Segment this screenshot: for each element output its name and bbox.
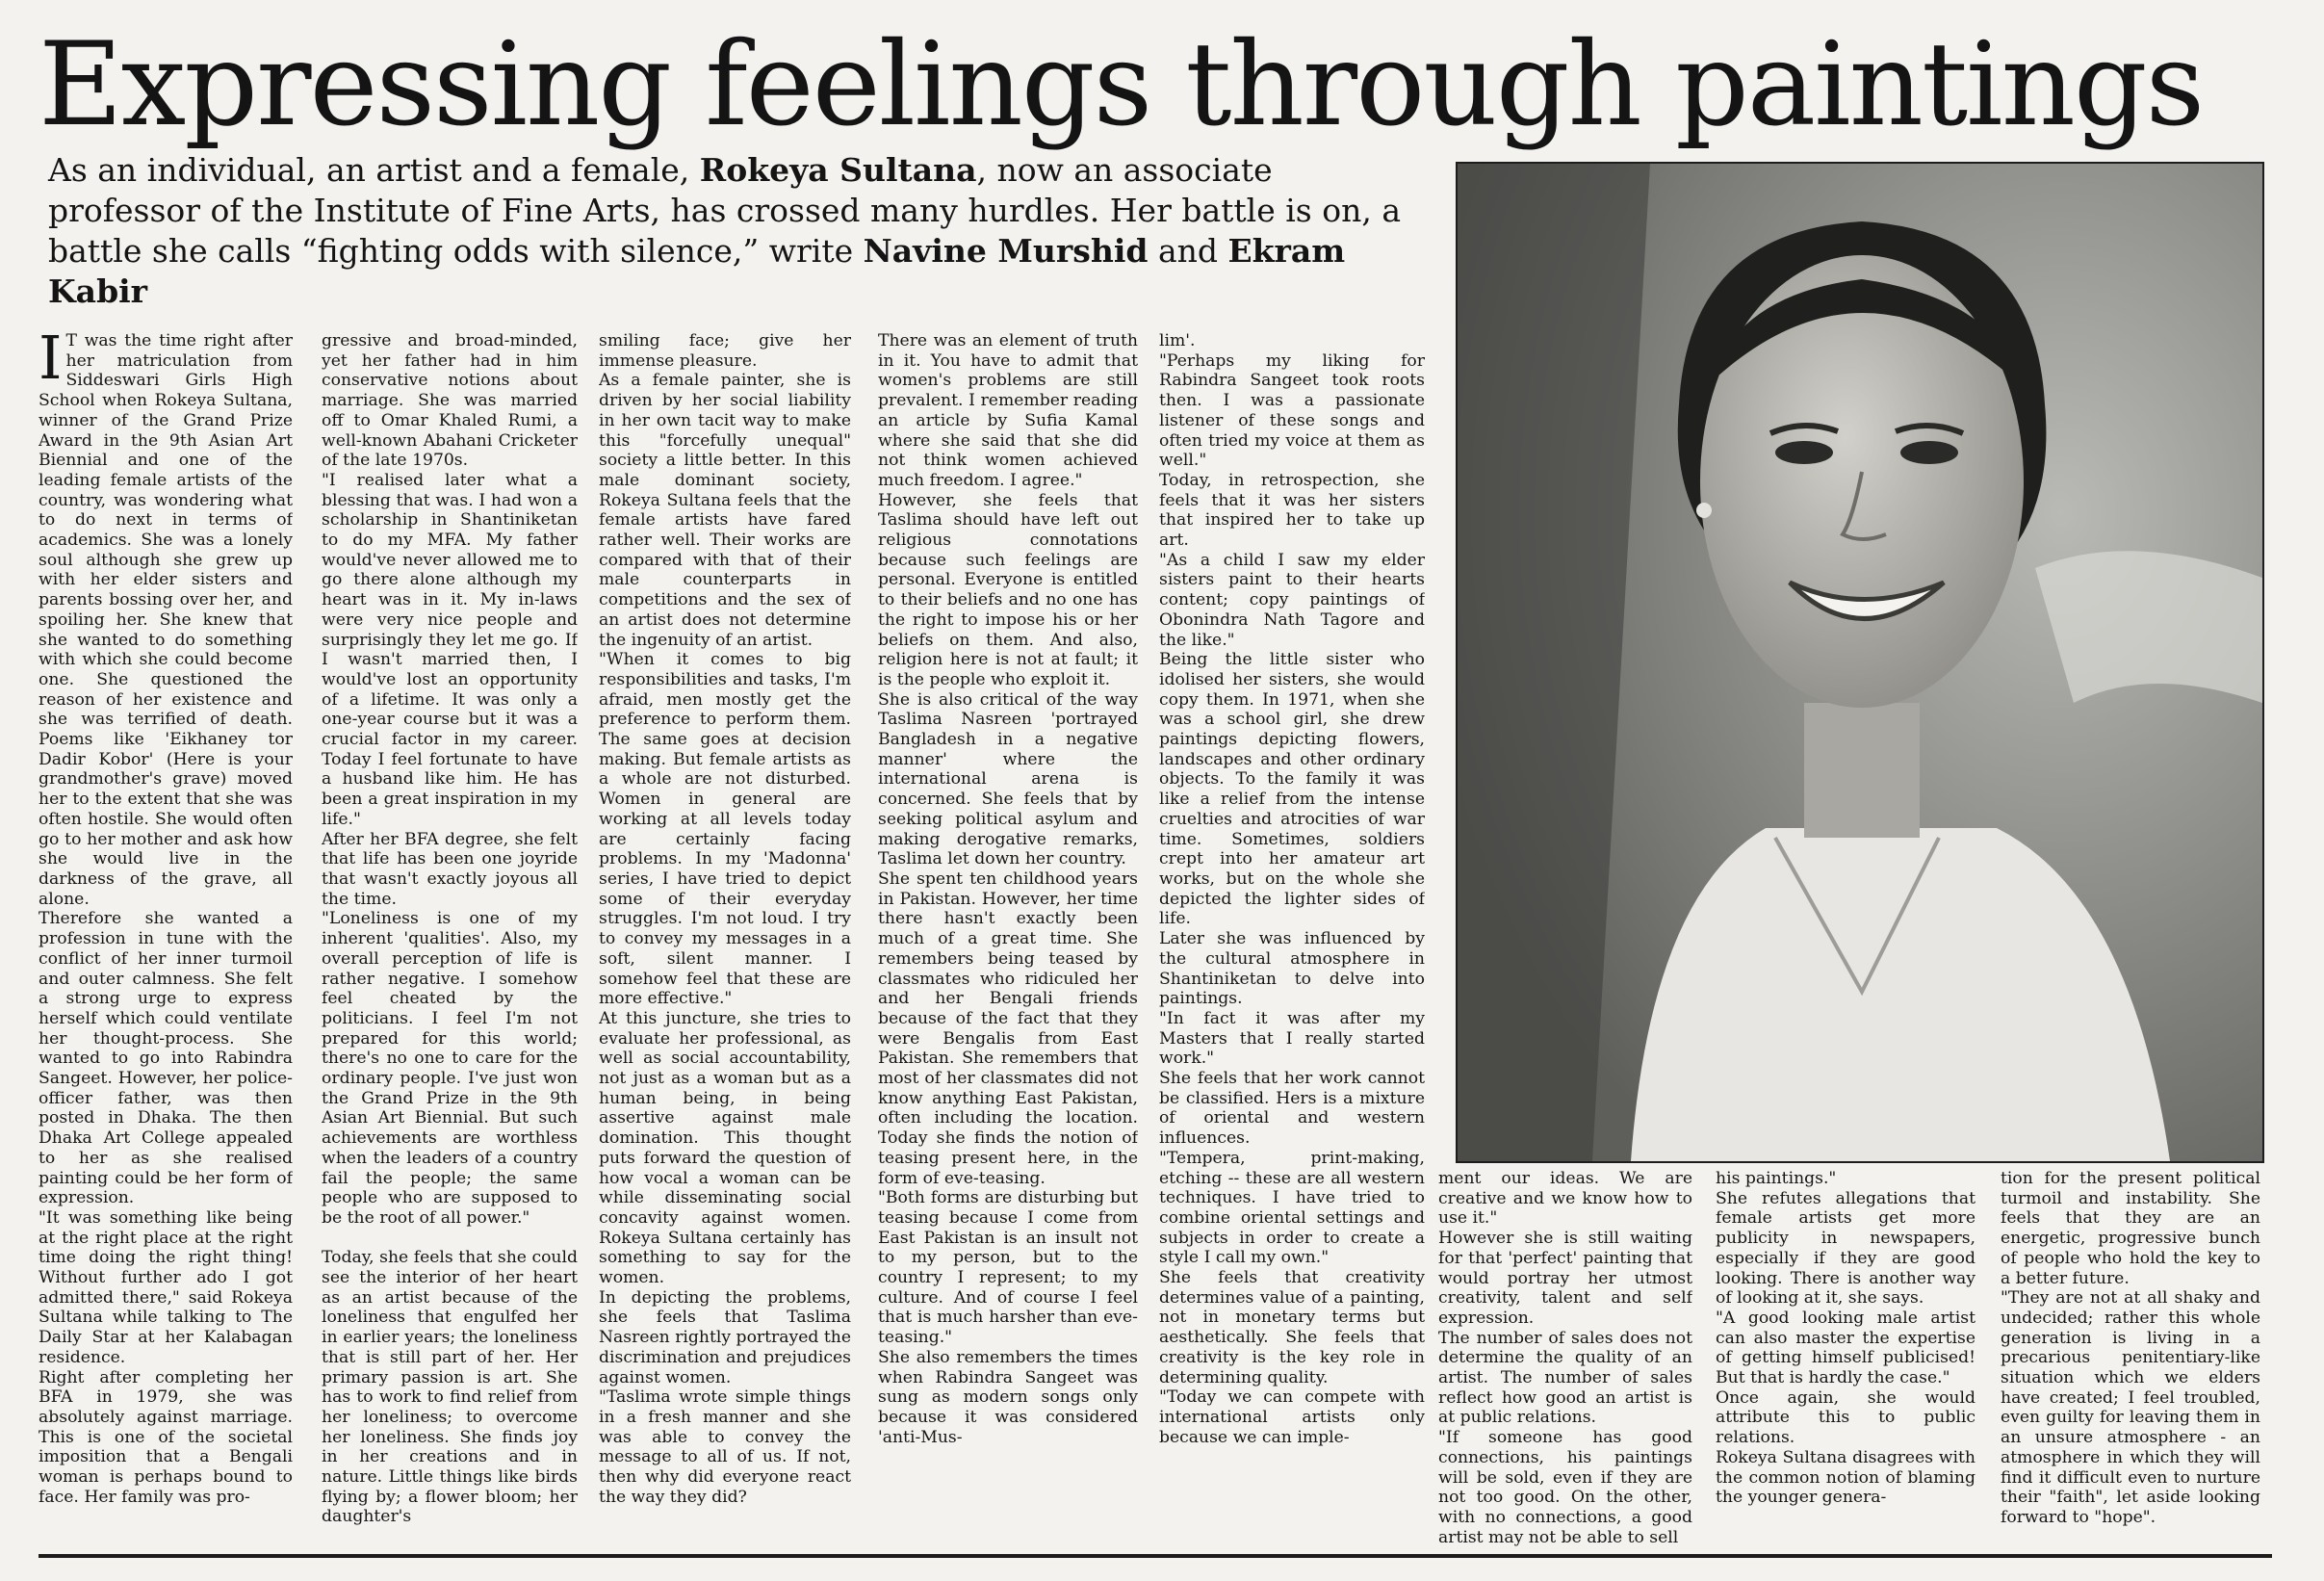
- column-text: T was the time right after her matriculation from Siddeswari Girls High School when Rokeya Sultana, winner of the Grand Prize Award in the 9th Asian Art Biennial and one of the leading female artists of the country, was wondering what to do next in terms of academics. She was a lonely soul although she grew up with her elder sisters and parents bossing over her, and spoiling her. She knew that she wanted to do something with which she could become one. She questioned the reason of her existence and she was terrified of death. Poems like 'Eikhaney tor Dadir Kobor' (Here is your grandmother's grave) moved her to the extent that she was often hostile. She would often go to her mother and ask how she would live in the darkness of the grave, all alone. Therefore she wanted a profession in tune with the conflict of her inner turmoil and outer calmness. She felt a strong urge to express herself which could ventilate her thought-process. She wanted to go into Rabindra Sangeet. However, her police-officer father, was then posted in Dhaka. The then Dhaka Art College appealed to her as she realised painting could be her form of expression. "It was something like being at the right place at the right time doing the right thing! Without further ado I got admitted there," said Rokeya Sultana while talking to The Daily Star at her Kalabagan residence. Right after completing her BFA in 1979, she was absolutely against marriage. This is one of the societal imposition that a Bengali woman is perhaps bound to face. Her family was pro-: [39, 331, 293, 1507]
- article-column-5: lim'. "Perhaps my liking for Rabindra Sangeet took roots then. I was a passionate listener of these songs and often tried my voice at them as well." Today, in retrospection, she feels that it was her sisters that inspired her to take up art. "As a child I saw my elder sisters paint to their hearts content; copy paintings of Obonindra Nath Tagore and the like." Being the little sister who idolised her sisters, she would copy them. In 1971, when she was a school girl, she drew paintings depicting flowers, landscapes and other ordinary objects. To the family it was like a relief from the intense cruelties and atrocities of war time. Sometimes, soldiers crept into her amateur art works, but on the whole she depicted the lighter sides of life. Later she was influenced by the cultural atmosphere in Shantiniketan to delve into paintings. "In fact it was after my Masters that I really started work." She feels that her work cannot be classified. Hers is a mixture of oriental and western influences. "Tempera, print-making, etching -- these are all western techniques. I have tried to combine oriental settings and subjects in order to create a style I call my own." She feels that creativity determines value of a painting, not in monetary terms but aesthetically. She feels that creativity is the key role in determining quality. "Today we can compete with international artists only because we can imple-: [1159, 331, 1425, 1447]
- article-column-6: ment our ideas. We are creative and we know how to use it." However she is still waiting for that 'perfect' painting that would portray her utmost creativity, talent and self expression. The number of sales does not determine the quality of an artist. The number of sales reflect how good an artist is at public relations. "If someone has good connections, his paintings will be sold, even if they are not too good. On the other, with no connections, a good artist may not be able to sell: [1438, 1169, 1692, 1546]
- standfirst-text-1: As an individual, an artist and a female,: [48, 151, 700, 189]
- subject-name: Rokeya Sultana: [699, 151, 977, 189]
- article-column-1: [39, 331, 293, 1546]
- portrait-illustration: [1458, 164, 2262, 1161]
- standfirst: [48, 150, 1425, 312]
- bottom-rule: [39, 1554, 2272, 1558]
- headline: Expressing feelings through paintings: [39, 18, 2204, 152]
- author-2: Ekram Kabir: [48, 232, 1346, 310]
- article-column-8: tion for the present political turmoil and instability. She feels that they are an energetic, progressive bunch of people who hold the key to a better future. "They are not at all shaky and undecided; rather this whole generation is living in a precarious penitentiary-like situation which we elders have created; I feel troubled, even guilty for leaving them in an unsure atmosphere - an atmosphere in which they will find it difficult even to nurture their "faith", let aside looking forward to "hope".: [2001, 1169, 2260, 1527]
- portrait-photo: [1456, 162, 2264, 1163]
- article-column-4: There was an element of truth in it. You have to admit that women's problems are still prevalent. I remember reading an article by Sufia Kamal where she said that she did not think women achieved much freedom. I agree." However, she feels that Taslima should have left out religious connotations because such feelings are personal. Everyone is entitled to their beliefs and no one has the right to impose his or her beliefs on them. And also, religion here is not at fault; it is the people who exploit it. She is also critical of the way Taslima Nasreen 'portrayed Bangladesh in a negative manner' where the international arena is concerned. She feels that by seeking political asylum and making derogative remarks, Taslima let down her country. She spent ten childhood years in Pakistan. However, her time there hasn't exactly been much of a great time. She remembers being teased by classmates who ridiculed her and her Bengali friends because of the fact that they were Bengalis from East Pakistan. She remembers that most of her classmates did not know anything East Pakistan, often including the location. Today she finds the notion of teasing present here, in the form of eve-teasing. "Both forms are disturbing but teasing because I come from East Pakistan is an insult not to my person, but to the country I represent; to my culture. And of course I feel that is much harsher than eve-teasing." She also remembers the times when Rabindra Sangeet was sung as modern songs only because it was considered 'anti-Mus-: [878, 331, 1138, 1447]
- article-column-2: gressive and broad-minded, yet her father had in him conservative notions about marriage. She was married off to Omar Khaled Rumi, a well-known Abahani Cricketer of the late 1970s. "I realised later what a blessing that was. I had won a scholarship in Shantiniketan to do my MFA. My father would've never allowed me to go there alone although my heart was in it. My in-laws were very nice people and surprisingly they let me go. If I wasn't married then, I would've lost an opportunity of a lifetime. It was only a one-year course but it was a crucial factor in my career. Today I feel fortunate to have a husband like him. He has been a great inspiration in my life." After her BFA degree, she felt that life has been one joyride that wasn't exactly joyous all the time. "Loneliness is one of my inherent 'qualities'. Also, my overall perception of life is rather negative. I somehow feel cheated by the politicians. I feel I'm not prepared for this world; there's no one to care for the ordinary people. I've just won the Grand Prize in the 9th Asian Art Biennial. But such achievements are worthless when the leaders of a country fail the people; the same people who are supposed to be the root of all power." Today, she feels that she could see the interior of her heart as an artist because of the loneliness that engulfed her in earlier years; the loneliness that is still part of her. Her primary passion is art. She has to work to find relief from her loneliness; to overcome her loneliness. She finds joy in her creations and in nature. Little things like birds flying by; a flower bloom; her daughter's: [322, 331, 578, 1527]
- article-column-3: smiling face; give her immense pleasure. As a female painter, she is driven by her social liability in her own tacit way to make this "forcefully unequal" society a little better. In this male dominant society, Rokeya Sultana feels that the female artists have fared rather well. Their works are compared with that of their male counterparts in competitions and the sex of an artist does not determine the ingenuity of an artist. "When it comes to big responsibilities and tasks, I'm afraid, men mostly get the preference to perform them. The same goes at decision making. But female artists as a whole are not disturbed. Women in general are working at all levels today are certainly facing problems. In my 'Madonna' series, I have tried to depict some of their everyday struggles. I'm not loud. I try to convey my messages in a soft, silent manner. I somehow feel that these are more effective." At this juncture, she tries to evaluate her professional, as well as social accountability, not just as a woman but as a human being, in being assertive against male domination. This thought puts forward the question of how vocal a woman can be while disseminating social concavity against women. Rokeya Sultana certainly has something to say for the women. In depicting the problems, she feels that Taslima Nasreen rightly portrayed the discrimination and prejudices against women. "Taslima wrote simple things in a fresh manner and she was able to convey the message to all of us. If not, then why did everyone react the way they did?: [599, 331, 851, 1507]
- author-1: Navine Murshid: [863, 232, 1149, 270]
- standfirst-text-2: , now an associate professor of the Institute of Fine Arts, has crossed many hurdles. Her battle is on, a battle she calls “fighting odds with silence,” write: [48, 151, 1401, 270]
- drop-cap: I: [39, 331, 63, 393]
- article-column-7: his paintings." She refutes allegations that female artists get more publicity in newspapers, especially if they are good looking. There is another way of looking at it, she says. "A good looking male artist can also master the expertise of getting himself publicised! But that is hardly the case." Once again, she would attribute this to public relations. Rokeya Sultana disagrees with the common notion of blaming the younger genera-: [1716, 1169, 1975, 1508]
- standfirst-text-3: and: [1148, 232, 1228, 270]
